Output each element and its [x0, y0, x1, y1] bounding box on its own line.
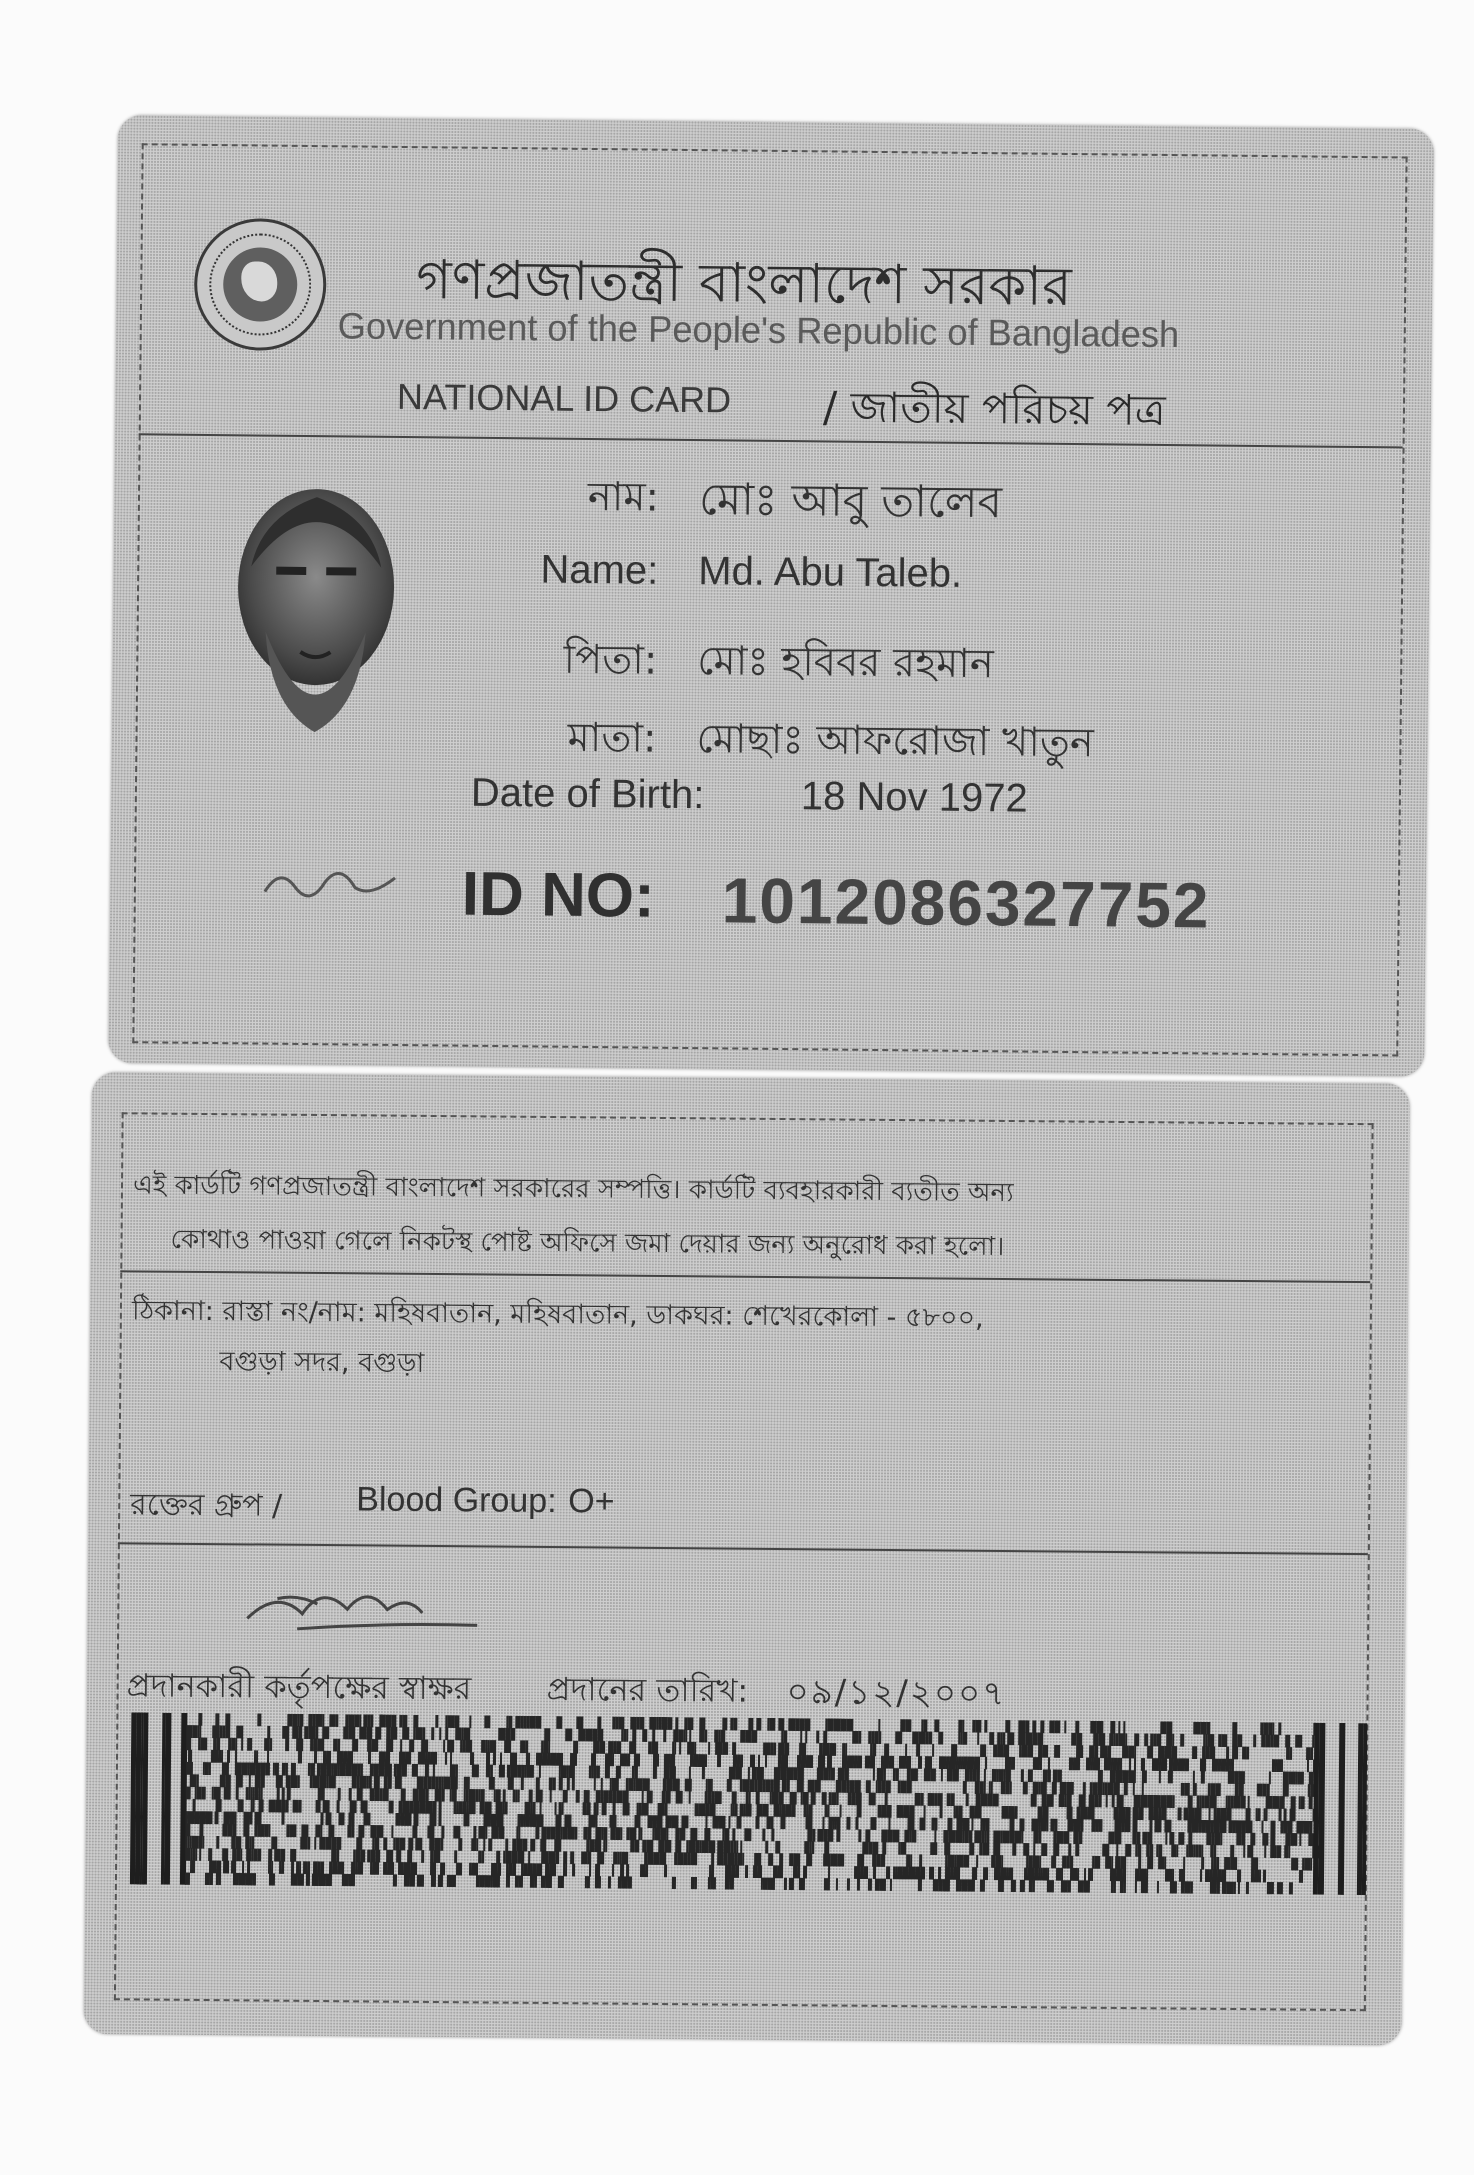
card-label-bangla: / জাতীয় পরিচয় পত্র [822, 382, 1166, 435]
holder-signature [260, 857, 401, 908]
mother-label: মাতা: [567, 714, 657, 762]
pdf417-barcode [125, 1712, 1374, 1895]
notice-line-2: কোথাও পাওয়া গেলে নিকটস্থ পোষ্ট অফিসে জমা দেয়ার জন্য অনুরোধ করা হলো। [170, 1224, 1005, 1262]
name-bangla-label: নাম: [587, 473, 660, 521]
title-english: Government of the People's Republic of Bangladesh [337, 305, 1180, 356]
id-number-value: 1012086327752 [721, 864, 1211, 942]
mother-value: মোছাঃ আফরোজা খাতুন [696, 716, 1095, 767]
holder-photo [219, 456, 413, 798]
blood-group-label-english: Blood Group: [356, 1480, 557, 1521]
issue-date-value: ০৯/১২/২০০৭ [786, 1672, 1007, 1715]
dob-label: Date of Birth: [470, 770, 705, 818]
address-line-2: বগুড়া সদর, বগুড়া [219, 1346, 425, 1379]
name-english-value: Md. Abu Taleb. [698, 549, 963, 596]
notice-line-1: এই কার্ডটি গণপ্রজাতন্ত্রী বাংলাদেশ সরকারের সম্পত্তি। কার্ডটি ব্যবহারকারী ব্যতীত অন্য [132, 1170, 1014, 1209]
blood-group-label-bangla: রক্তের গ্রুপ / [130, 1487, 283, 1524]
id-number-label: ID NO: [461, 859, 656, 931]
father-label: পিতা: [563, 636, 658, 684]
name-bangla-value: মোঃ আবু তালেব [698, 474, 1003, 529]
title-bangla: গণপ্রজাতন্ত্রী বাংলাদেশ সরকার [415, 248, 1073, 318]
card-label-english: NATIONAL ID CARD [396, 375, 732, 421]
authority-signature-label: প্রদানকারী কর্তৃপক্ষের স্বাক্ষর [126, 1666, 472, 1708]
father-value: মোঃ হবিবর রহমান [697, 638, 995, 688]
id-card-front [108, 115, 1434, 1077]
authority-signature [237, 1573, 488, 1645]
issue-date-label: প্রদানের তারিখ: [546, 1669, 749, 1710]
dob-value: 18 Nov 1972 [800, 774, 1028, 821]
blood-group-value: O+ [568, 1482, 615, 1521]
id-card-back [84, 1072, 1410, 2045]
address-line-1: ঠিকানা: রাস্তা নং/নাম: মহিষবাতান, মহিষবাতান, ডাকঘর: শেখেরকোলা - ৫৮০০, [131, 1295, 984, 1334]
name-english-label: Name: [540, 547, 659, 593]
government-seal-icon [194, 218, 327, 351]
